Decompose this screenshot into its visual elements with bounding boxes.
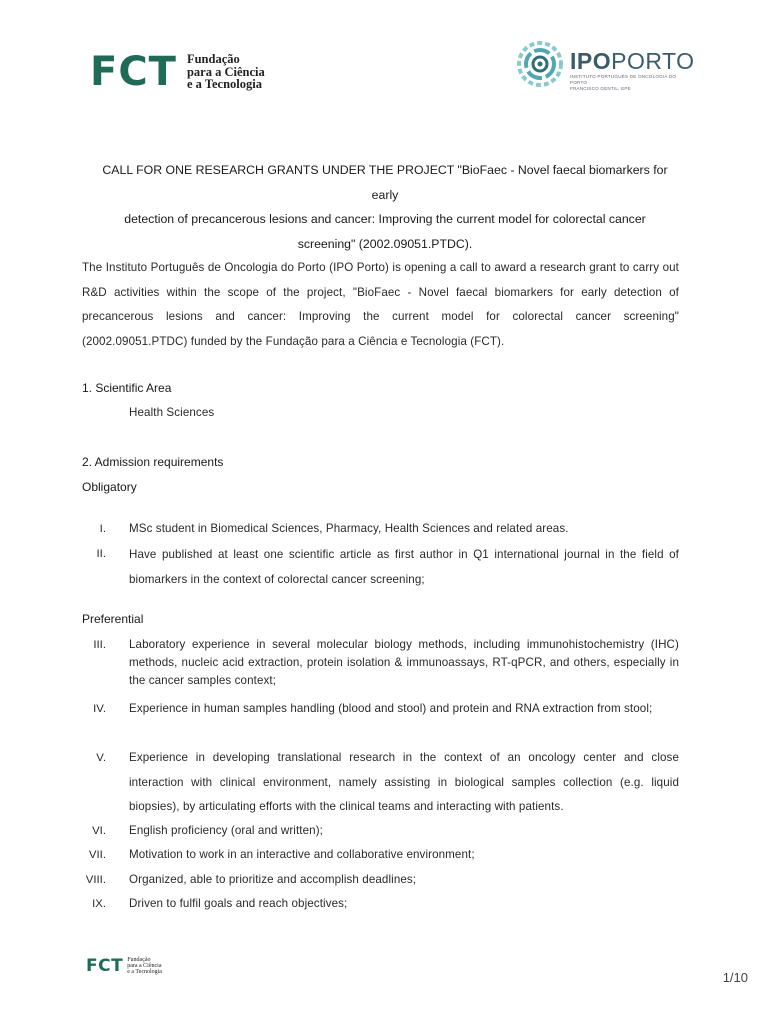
obligatory-label: Obligatory — [82, 480, 137, 494]
section-1-heading: 1. Scientific Area — [82, 381, 172, 395]
intro-paragraph: The Instituto Português de Oncologia do Porto (IPO Porto) is opening a call to award a research grant to carry out R&D activities within the scope of the project, "BioFaec - Novel faecal biomarkers for early detection of precancerous lesions and cancer: Improving the current model for colorectal cancer screening" (2002.09051.PTDC) funded by the Fundação para a Ciência e Tecnologia (FCT). — [82, 261, 679, 348]
scientific-area-value: Health Sciences — [129, 406, 215, 419]
fct-logo-mark: FCT — [90, 49, 177, 95]
ipo-emblem-icon — [516, 40, 564, 88]
preferential-label: Preferential — [82, 612, 144, 626]
document-title: CALL FOR ONE RESEARCH GRANTS UNDER THE PROJECT "BioFaec - Novel faecal biomarkers for early detection of precancerous lesions and cancer: Improving the current model for colorectal cancer screening" (2002.09051.PTDC). — [102, 163, 668, 251]
page-number: 1/10 — [722, 970, 748, 985]
footer-fct-logo: FCT Fundação para a Ciência e a Tecnologia — [86, 956, 162, 976]
ipo-porto-logo — [516, 40, 695, 92]
ipo-porto-wordmark: IPOPORTO — [570, 48, 695, 74]
ipo-porto-subline: INSTITUTO PORTUGUÊS DE ONCOLOGIA DO PORTO FRANCISCO GENTIL, EPE — [570, 74, 677, 91]
fct-logo — [90, 49, 265, 95]
fct-logo-text: Fundação para a Ciência e a Tecnologia — [186, 52, 265, 92]
section-2-heading: 2. Admission requirements — [82, 455, 224, 469]
